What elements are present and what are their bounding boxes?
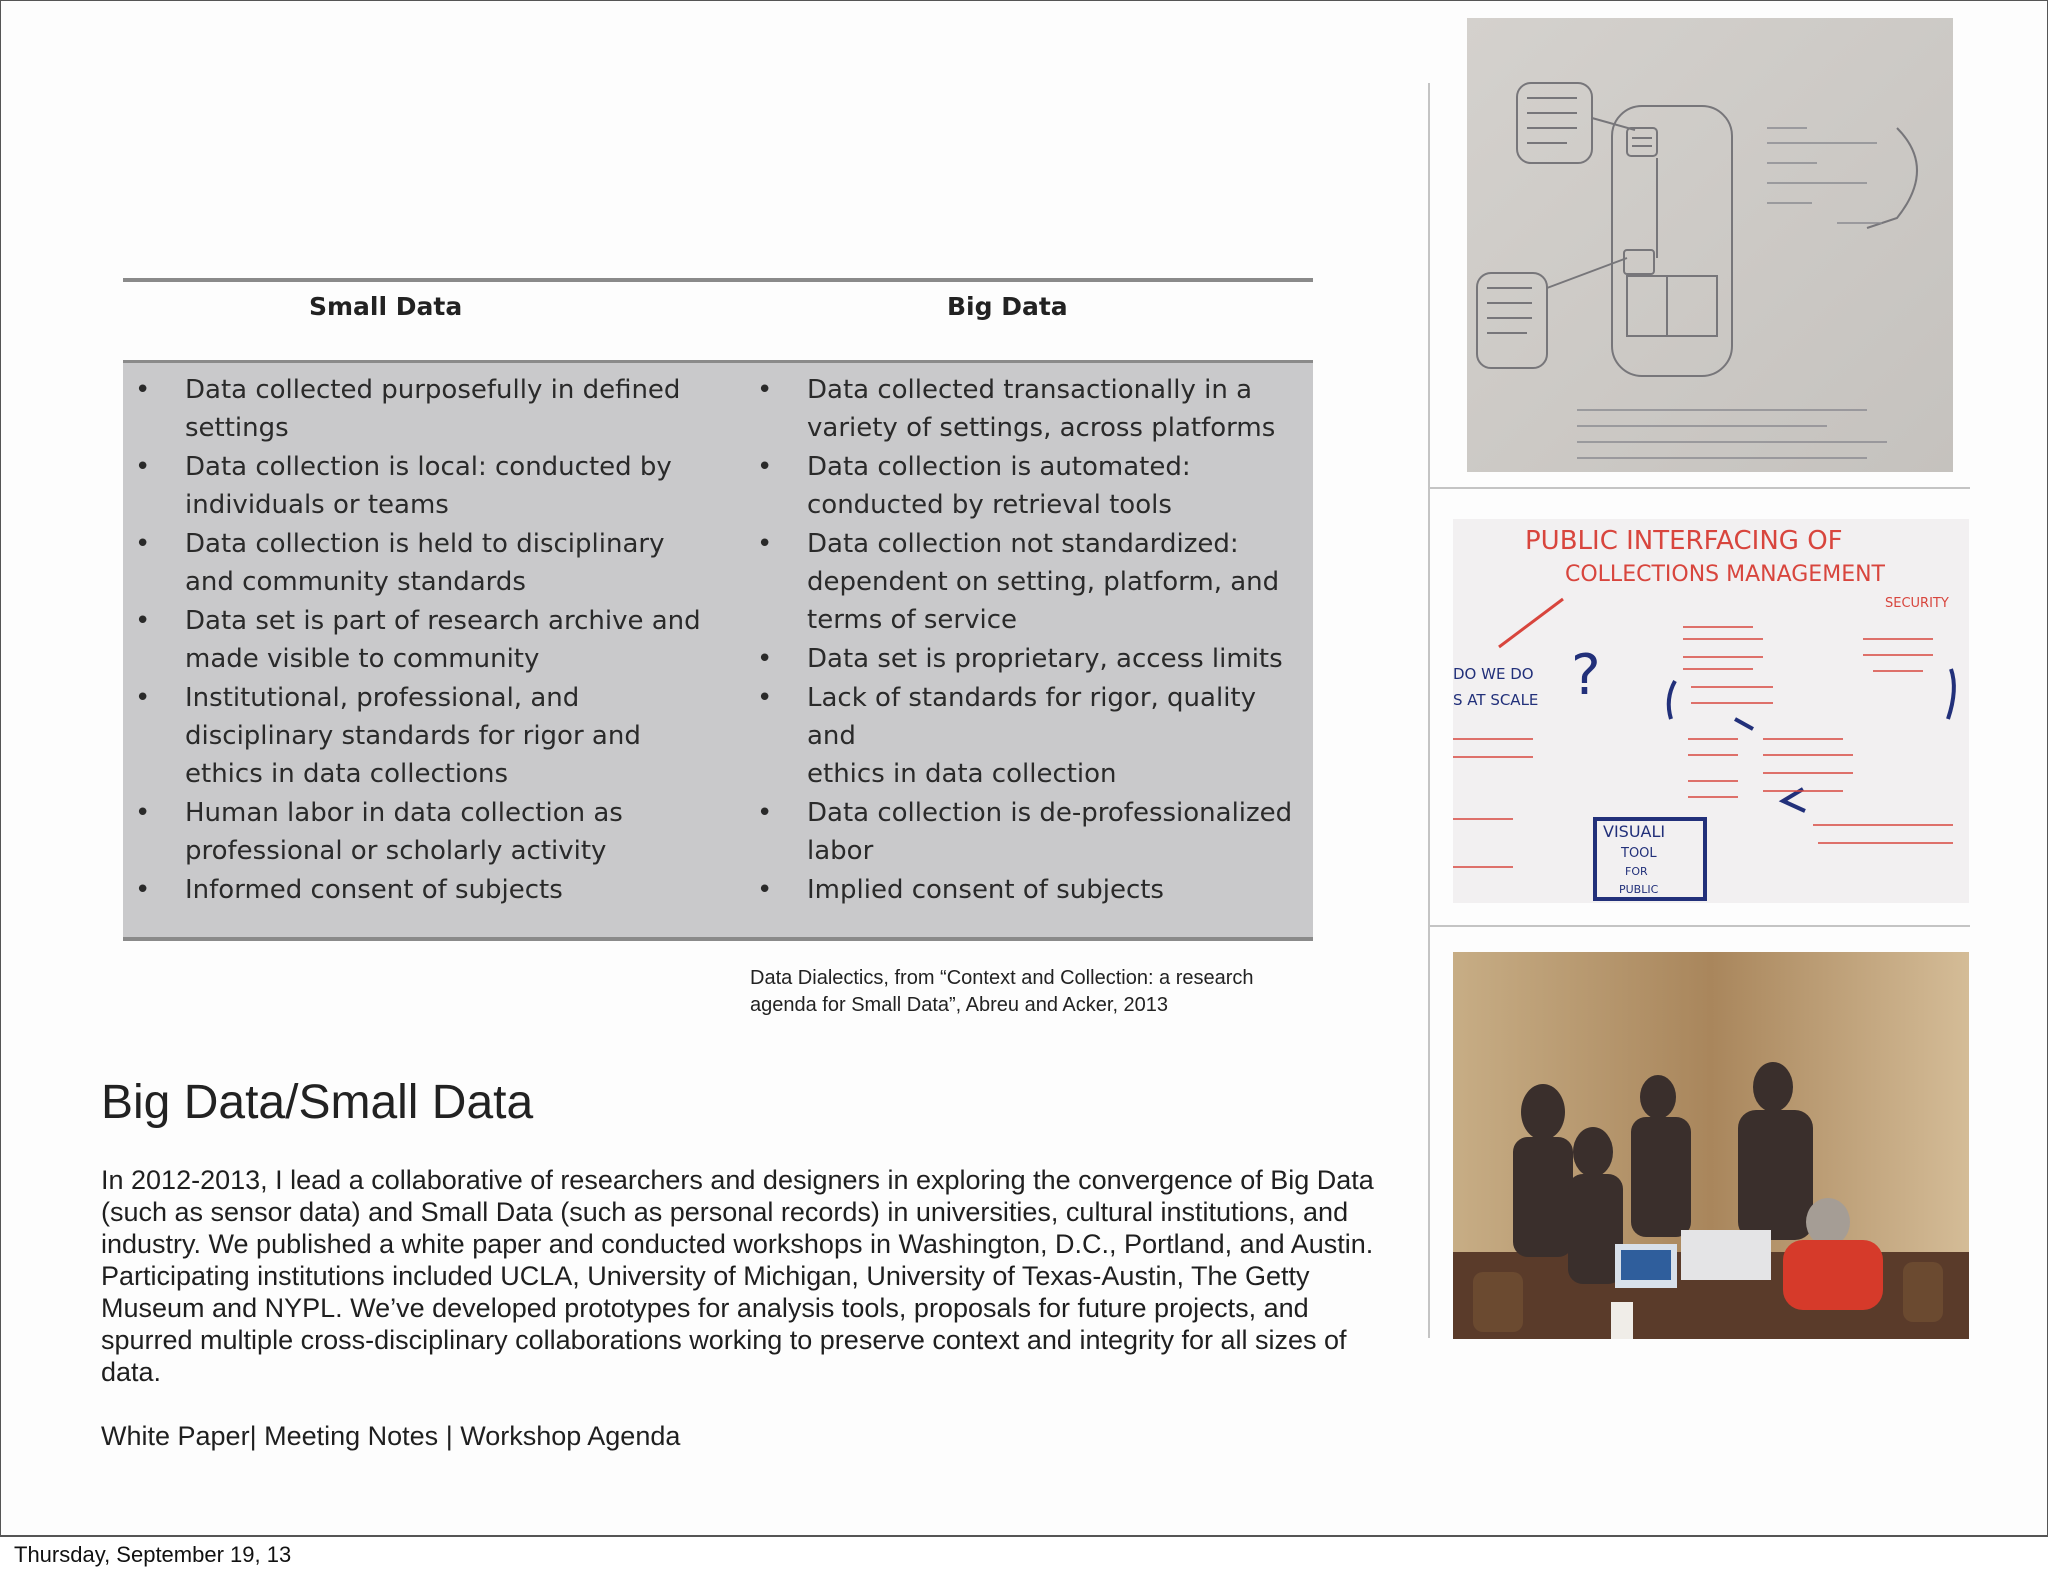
- list-item-line: terms of service: [807, 605, 1018, 635]
- bullet-icon: •: [757, 798, 773, 828]
- bullet-icon: •: [135, 683, 151, 713]
- whiteboard-do-we-do: DO WE DO: [1453, 665, 1534, 683]
- footer-divider: [0, 1535, 2048, 1537]
- table-list-item: [745, 679, 1313, 793]
- page-title: Big Data/Small Data: [101, 1076, 534, 1129]
- sketch-drawing: [1467, 18, 1953, 472]
- bullet-icon: •: [135, 529, 151, 559]
- horizontal-divider: [1430, 487, 1970, 489]
- whiteboard-at-scale: S AT SCALE: [1453, 691, 1539, 709]
- whiteboard-tool: TOOL: [1621, 846, 1657, 861]
- bullet-icon: •: [135, 875, 151, 905]
- whiteboard-title-line2: COLLECTIONS MANAGEMENT: [1565, 562, 1885, 587]
- whiteboard-drawing: [1453, 519, 1969, 903]
- list-item-line: and community standards: [185, 567, 526, 597]
- list-item-line: Implied consent of subjects: [807, 875, 1164, 905]
- workshop-agenda-link[interactable]: Workshop Agenda: [460, 1421, 681, 1451]
- big-data-list: [745, 371, 1313, 909]
- list-item-line: disciplinary standards for rigor and: [185, 721, 641, 751]
- list-item-line: individuals or teams: [185, 490, 449, 520]
- table-list-item: [745, 640, 1313, 678]
- whiteboard-photo: [1453, 519, 1969, 903]
- table-list-item: [123, 448, 723, 524]
- table-list-item: [745, 794, 1313, 870]
- workshop-photo: [1453, 952, 1969, 1339]
- list-item-line: Data collection is automated:: [807, 452, 1191, 482]
- bullet-icon: •: [757, 875, 773, 905]
- table-list-item: [123, 525, 723, 601]
- list-item-line: Data collection is de-professionalized: [807, 798, 1293, 828]
- table-list-item: [745, 448, 1313, 524]
- bullet-icon: •: [757, 683, 773, 713]
- bullet-icon: •: [757, 644, 773, 674]
- vertical-divider: [1428, 83, 1430, 1338]
- resource-links: [101, 1421, 680, 1452]
- whiteboard-for: FOR: [1625, 865, 1648, 878]
- list-item-line: Data collected transactionally in a: [807, 375, 1253, 405]
- bullet-icon: •: [757, 452, 773, 482]
- whiteboard-visual: VISUALI: [1603, 822, 1666, 841]
- list-item-line: Lack of standards for rigor, quality and: [807, 683, 1256, 751]
- bullet-icon: •: [135, 452, 151, 482]
- list-item-line: dependent on setting, platform, and: [807, 567, 1280, 597]
- bullet-icon: •: [757, 375, 773, 405]
- table-list-item: [123, 371, 723, 447]
- link-separator: |: [249, 1421, 265, 1451]
- list-item-line: made visible to community: [185, 644, 540, 674]
- list-item-line: ethics in data collections: [185, 759, 509, 789]
- list-item-line: Data set is part of research archive and: [185, 606, 701, 636]
- list-item-line: Data collection is local: conducted by: [185, 452, 672, 482]
- table-list-item: [745, 525, 1313, 639]
- description-paragraph: In 2012-2013, I lead a collaborative of researchers and designers in exploring the convergence of Big Data (such as sensor data) and Small Data (such as personal records) in universities, cultural institutions, and industry. We published a white paper and conducted workshops in Washington, D.C., Portland, and Austin. Participating institutions included UCLA, University of Michigan, University of Texas-Austin, The Getty Museum and NYPL. We’ve developed prototypes for analysis tools, proposals for future projects, and spurred multiple cross-disciplinary collaborations working to preserve context and integrity for all sizes of data.: [101, 1165, 1374, 1387]
- data-dialectics-table: [123, 278, 1313, 941]
- bullet-icon: •: [135, 375, 151, 405]
- table-list-item: [745, 371, 1313, 447]
- whiteboard-question-mark: ?: [1571, 643, 1601, 708]
- small-data-list: [123, 371, 723, 909]
- bullet-icon: •: [135, 798, 151, 828]
- meeting-notes-link[interactable]: Meeting Notes: [264, 1421, 439, 1451]
- wireframe-sketch-photo: [1467, 18, 1953, 472]
- table-list-item: [123, 871, 723, 909]
- table-list-item: [123, 679, 723, 793]
- list-item-line: Institutional, professional, and: [185, 683, 580, 713]
- list-item-line: Data collection not standardized:: [807, 529, 1239, 559]
- link-separator: |: [438, 1421, 461, 1451]
- bullet-icon: •: [135, 606, 151, 636]
- table-list-item: [123, 794, 723, 870]
- list-item-line: Human labor in data collection as: [185, 798, 623, 828]
- horizontal-divider: [1430, 925, 1970, 927]
- list-item-line: settings: [185, 413, 289, 443]
- list-item-line: Data collected purposefully in defined: [185, 375, 681, 405]
- list-item-line: variety of settings, across platforms: [807, 413, 1276, 443]
- table-caption: Data Dialectics, from “Context and Collection: a research agenda for Small Data”, Abreu and Acker, 2013: [750, 967, 1254, 1016]
- list-item-line: labor: [807, 836, 874, 866]
- list-item-line: professional or scholarly activity: [185, 836, 607, 866]
- list-item-line: Data set is proprietary, access limits: [807, 644, 1283, 674]
- footer-date: Thursday, September 19, 13: [14, 1542, 292, 1567]
- table-header-row: [123, 278, 1313, 360]
- list-item-line: Data collection is held to disciplinary: [185, 529, 665, 559]
- whiteboard-title-line1: PUBLIC INTERFACING OF: [1525, 526, 1843, 556]
- whiteboard-public: PUBLIC: [1619, 883, 1659, 896]
- whiteboard-security: SECURITY: [1885, 596, 1949, 611]
- table-body: [123, 360, 1313, 941]
- list-item-line: conducted by retrieval tools: [807, 490, 1172, 520]
- list-item-line: ethics in data collection: [807, 759, 1117, 789]
- big-data-header: Big Data: [947, 292, 1068, 321]
- workshop-scene: [1453, 952, 1969, 1339]
- list-item-line: Informed consent of subjects: [185, 875, 563, 905]
- bullet-icon: •: [757, 529, 773, 559]
- table-list-item: [123, 602, 723, 678]
- white-paper-link[interactable]: White Paper: [101, 1421, 250, 1451]
- table-list-item: [745, 871, 1313, 909]
- small-data-header: Small Data: [309, 292, 463, 321]
